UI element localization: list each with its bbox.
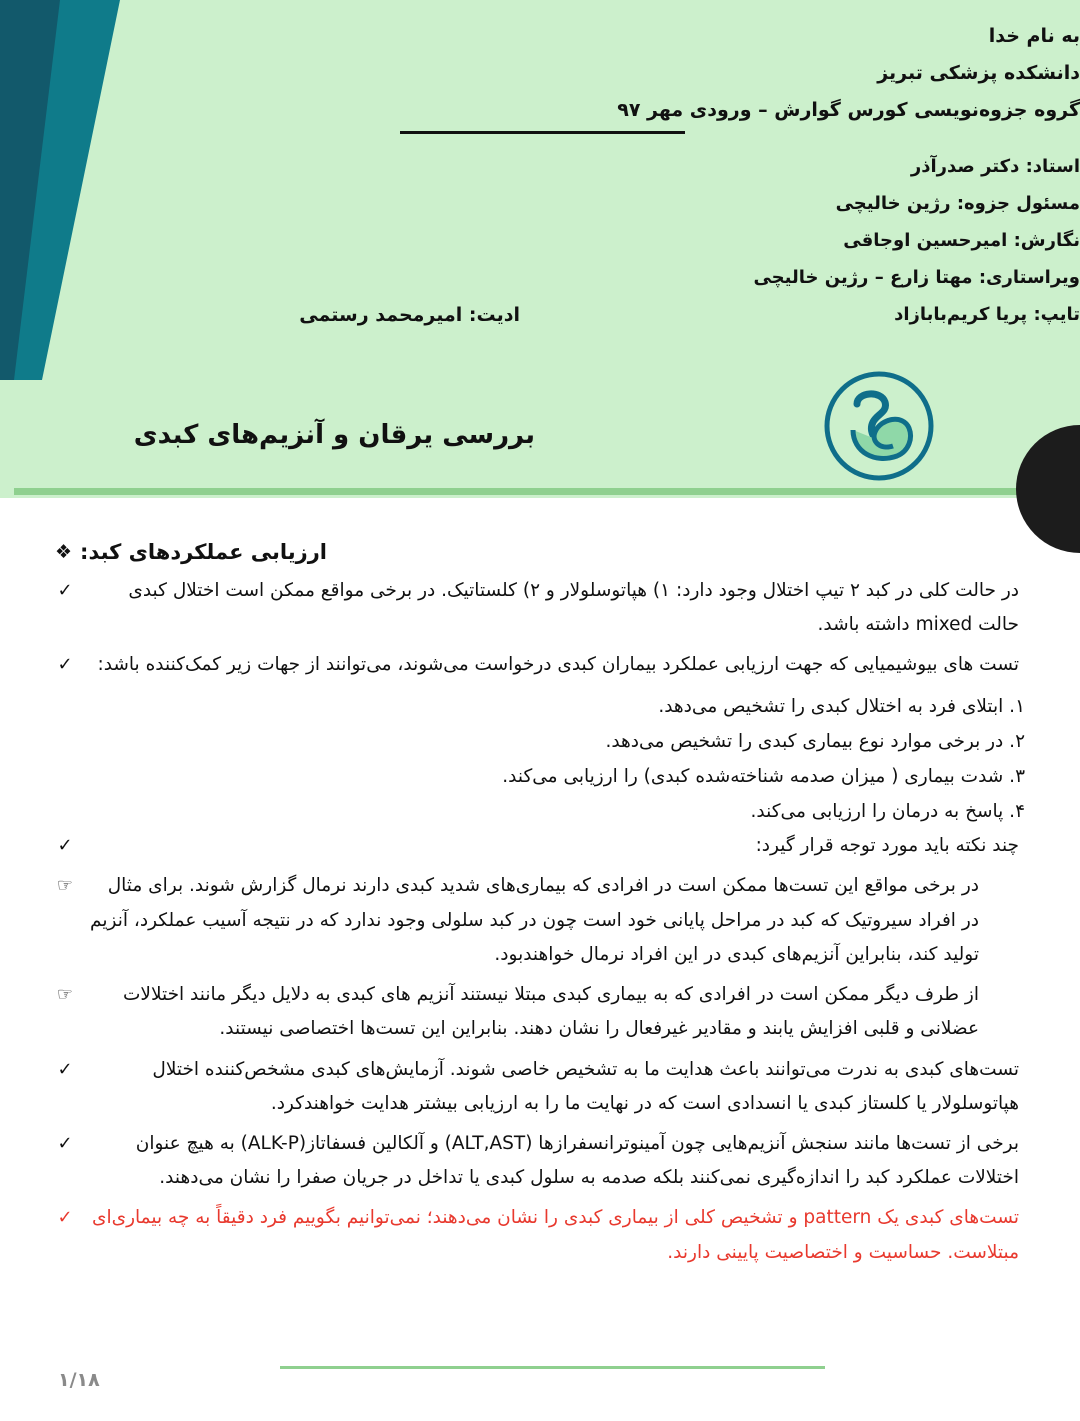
numbered-list-item: ۴. پاسخ به درمان را ارزیابی می‌کند. (750, 801, 1025, 823)
credit-line-3: ویراستاری: مهتا زارع – رژین خالیچی (753, 267, 1080, 289)
credit-line-0: استاد: دکتر صدرآذر (910, 156, 1080, 177)
numbered-list (55, 689, 1025, 830)
check-bullet-icon: ✓ (57, 1058, 73, 1080)
stomach-logo-icon (823, 370, 935, 482)
check-bullet-icon: ✓ (57, 654, 73, 676)
header-band (0, 0, 1080, 380)
page-title: بررسی یرقان و آنزیم‌های کبدی (133, 420, 535, 450)
list-item-text: تست‌های کبدی به ندرت می‌توانند باعث هدایت ما به تشخیص خاصی شوند. آزمایش‌های کبدی مشخص‌کننده اختلال هپاتوسلولار یا کلستاز کبدی یا انسدادی است که در نهایت ما را به ارزیابی بیشتر هدایت خواهندکرد. (152, 1058, 1019, 1114)
numbered-list-item: ۲. در برخی موارد نوع بیماری کبدی را تشخیص می‌دهد. (605, 730, 1025, 752)
section-heading (55, 540, 1025, 564)
check-bullet-icon: ✓ (57, 835, 73, 857)
page-number: ۱/۱۸ (58, 1369, 100, 1391)
list-item (55, 574, 1025, 642)
list-item-text: تست های بیوشیمیایی که جهت ارزیابی عملکرد بیماران کبدی درخواست می‌شوند، می‌توانند از جهات زیر کمک‌کننده باشد: (97, 654, 1019, 676)
header-line-2: گروه جزوه‌نویسی کورس گوارش – ورودی مهر ۹۷ (617, 99, 1080, 122)
credit-line-1: مسئول جزوه: رژین خالیچی (835, 193, 1080, 215)
diamond-bullet-icon: ❖ (55, 541, 73, 563)
list-item (55, 1127, 1025, 1195)
list-item-highlighted (55, 1201, 1025, 1269)
numbered-list-item: ۱. ابتلای فرد به اختلال کبدی را تشخیص می‌دهد. (658, 695, 1025, 717)
credit-editor: ادیت: امیرمحمد رستمی (299, 304, 520, 327)
check-bullet-icon: ✓ (57, 580, 73, 601)
section-heading-label: ارزیابی عملکردهای کبد: (80, 540, 328, 564)
credit-line-2: نگارش: امیرحسین اوجاقی (843, 230, 1080, 252)
footer-divider (280, 1366, 825, 1369)
title-underline (14, 488, 1024, 495)
list-item (55, 978, 1025, 1046)
check-bullet-icon: ✓ (57, 1132, 73, 1154)
hand-pointer-bullet-icon: ☞ (56, 875, 74, 897)
header-line-0: به نام خدا (988, 25, 1080, 47)
list-item (55, 1053, 1025, 1121)
header-title-block (40, 18, 1080, 129)
list-item (55, 869, 1025, 972)
list-item-text: از طرف دیگر ممکن است در افرادی که به بیماری کبدی مبتلا نیستند آنزیم های کبدی به دلایل دیگر مانند اختلالات عضلانی و قلبی افزایش یابند و مقادیر غیرفعال را نشان دهند. بنابراین این تست‌ها اختصاصی نیستند. (122, 984, 979, 1040)
list-item (55, 829, 1025, 863)
hand-pointer-bullet-icon: ☞ (56, 984, 74, 1006)
list-item-text: در برخی مواقع این تست‌ها ممکن است در افرادی که بیماری‌های شدید کبدی دارند نرمال گزارش شوند. برای مثال در افراد سیروتیک که کبد در مراحل پایانی خود است چون در کبد سلولی وجود ندارد که در نتیجه آسیب عملکرد، آنزیم تولید کند، بنابراین آنزیم‌های کبدی در این افراد نرمال خواهندبود. (90, 875, 979, 965)
header-divider (400, 131, 685, 134)
list-item-text: در حالت کلی در کبد ۲ تیپ اختلال وجود دارد: ۱) هپاتوسلولار و ۲) کلستاتیک. در برخی مواقع ممکن است اختلال کبدی حالت mixed داشته باشد. (128, 580, 1019, 636)
numbered-list-item: ۳. شدت بیماری ( میزان صدمه شناخته‌شده کبدی) را ارزیابی می‌کند. (502, 765, 1025, 787)
credit-typist: تایپ: پریا کریم‌بابازاد (894, 304, 1080, 326)
check-bullet-icon: ✓ (57, 1207, 73, 1229)
header-line-1: دانشکده پزشکی تبریز (877, 62, 1080, 85)
list-item-text: تست‌های کبدی یک pattern و تشخیص کلی از بیماری کبدی را نشان می‌دهند؛ نمی‌توانیم بگوییم فرد دقیقاً به چه بیماری‌ای مبتلاست. حساسیت و اختصاصیت پایینی دارند. (92, 1207, 1019, 1263)
document-body (0, 540, 1080, 1276)
list-item (55, 648, 1025, 682)
list-item-text: چند نکته باید مورد توجه قرار گیرد: (755, 835, 1019, 857)
list-item-text: برخی از تست‌ها مانند سنجش آنزیم‌هایی چون آمینوترانسفرازها (ALT,AST) و آلکالین فسفاتاز(ALK-P) به هیچ عنوان اختلالات عملکرد کبد را اندازه‌گیری نمی‌کنند بلکه صدمه به سلول کبدی یا تداخل در جریان صفرا را نشان می‌دهند. (135, 1132, 1019, 1189)
credit-line-4 (40, 296, 1080, 333)
credits-block (40, 148, 1080, 333)
